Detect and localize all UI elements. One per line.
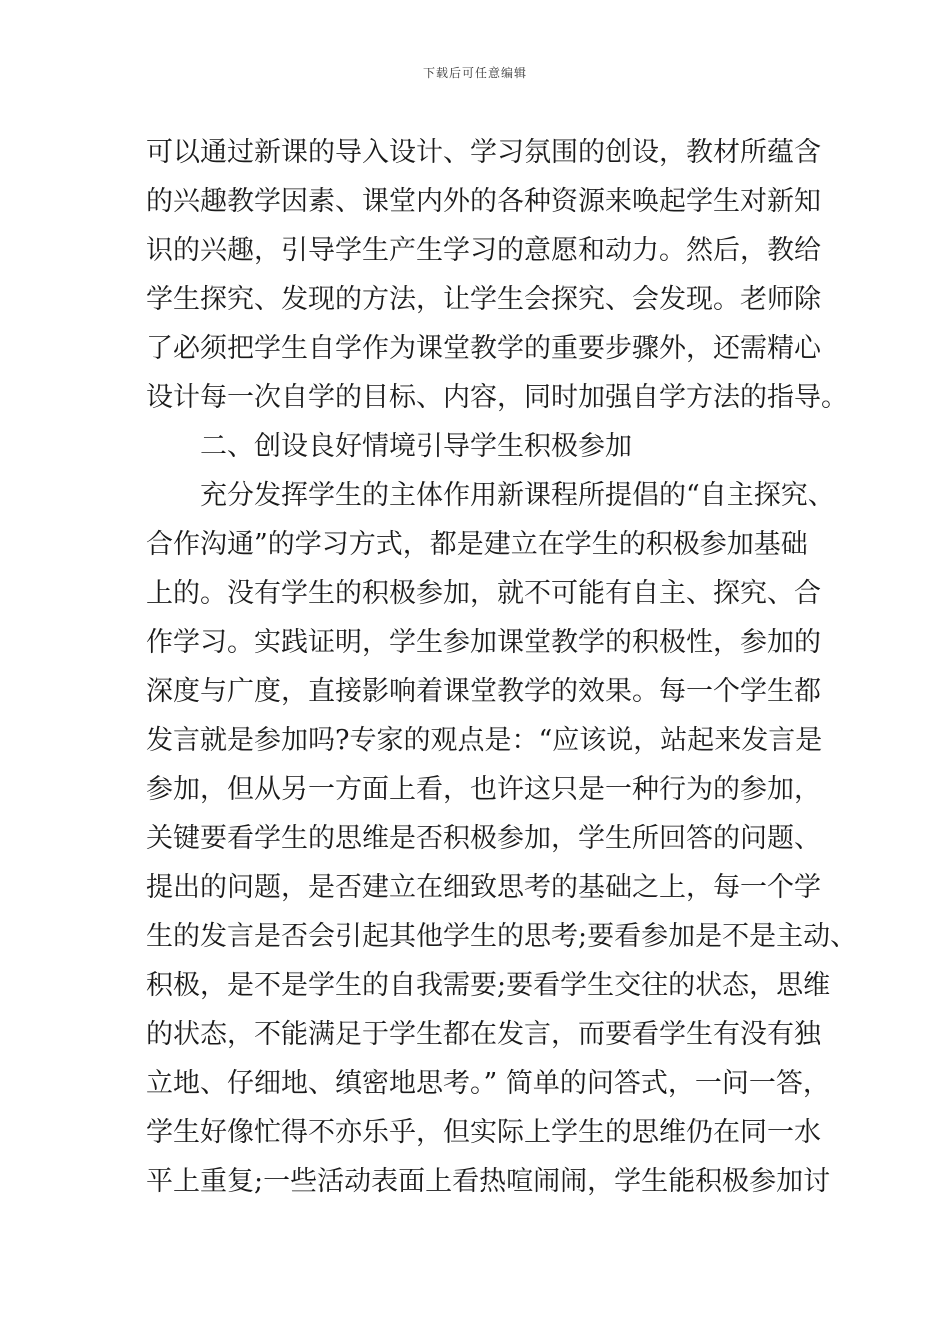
text-line: 充分发挥学生的主体作用新课程所提倡的“自主探究、 — [200, 480, 835, 511]
text-line: 深度与广度，直接影响着课堂教学的效果。每一个学生都 — [146, 676, 821, 707]
text-line: 合作沟通”的学习方式，都是建立在学生的积极参加基础 — [146, 529, 808, 560]
text-line: 立地、仔细地、缜密地思考。” 简单的问答式，一问一答， — [146, 1068, 830, 1099]
text-line: 参加，但从另一方面上看，也许这只是一种行为的参加， — [146, 774, 821, 805]
text-line: 学生探究、发现的方法，让学生会探究、会发现。老师除 — [146, 284, 821, 315]
document-body — [146, 128, 858, 1206]
text-line: 的状态，不能满足于学生都在发言，而要看学生有没有独 — [146, 1019, 821, 1050]
text-line: 关键要看学生的思维是否积极参加，学生所回答的问题、 — [146, 823, 821, 854]
text-line: 的兴趣教学因素、课堂内外的各种资源来唤起学生对新知 — [146, 186, 821, 217]
text-line: 发言就是参加吗?专家的观点是：“应该说，站起来发言是 — [146, 725, 823, 756]
page-header: 下载后可任意编辑 — [422, 66, 527, 80]
text-line: 设计每一次自学的目标、内容，同时加强自学方法的指导。 — [146, 382, 848, 413]
text-line: 上的。没有学生的积极参加，就不可能有自主、探究、合 — [146, 578, 821, 609]
text-line: 学生好像忙得不亦乐乎，但实际上学生的思维仍在同一水 — [146, 1117, 821, 1148]
text-line: 可以通过新课的导入设计、学习氛围的创设，教材所蕴含 — [146, 137, 821, 168]
text-line: 作学习。实践证明，学生参加课堂教学的积极性，参加的 — [146, 627, 821, 658]
text-line: 积极，是不是学生的自我需要;要看学生交往的状态，思维 — [146, 970, 831, 1001]
text-line: 识的兴趣，引导学生产生学习的意愿和动力。然后，教给 — [146, 235, 821, 266]
text-line: 生的发言是否会引起其他学生的思考;要看参加是不是主动、 — [146, 921, 858, 952]
text-line: 提出的问题，是否建立在细致思考的基础之上，每一个学 — [146, 872, 821, 903]
text-line: 了必须把学生自学作为课堂教学的重要步骤外，还需精心 — [146, 333, 821, 364]
section-heading: 二、创设良好情境引导学生积极参加 — [200, 431, 632, 462]
text-line: 平上重复;一些活动表面上看热喧闹闹，学生能积极参加讨 — [146, 1166, 831, 1197]
